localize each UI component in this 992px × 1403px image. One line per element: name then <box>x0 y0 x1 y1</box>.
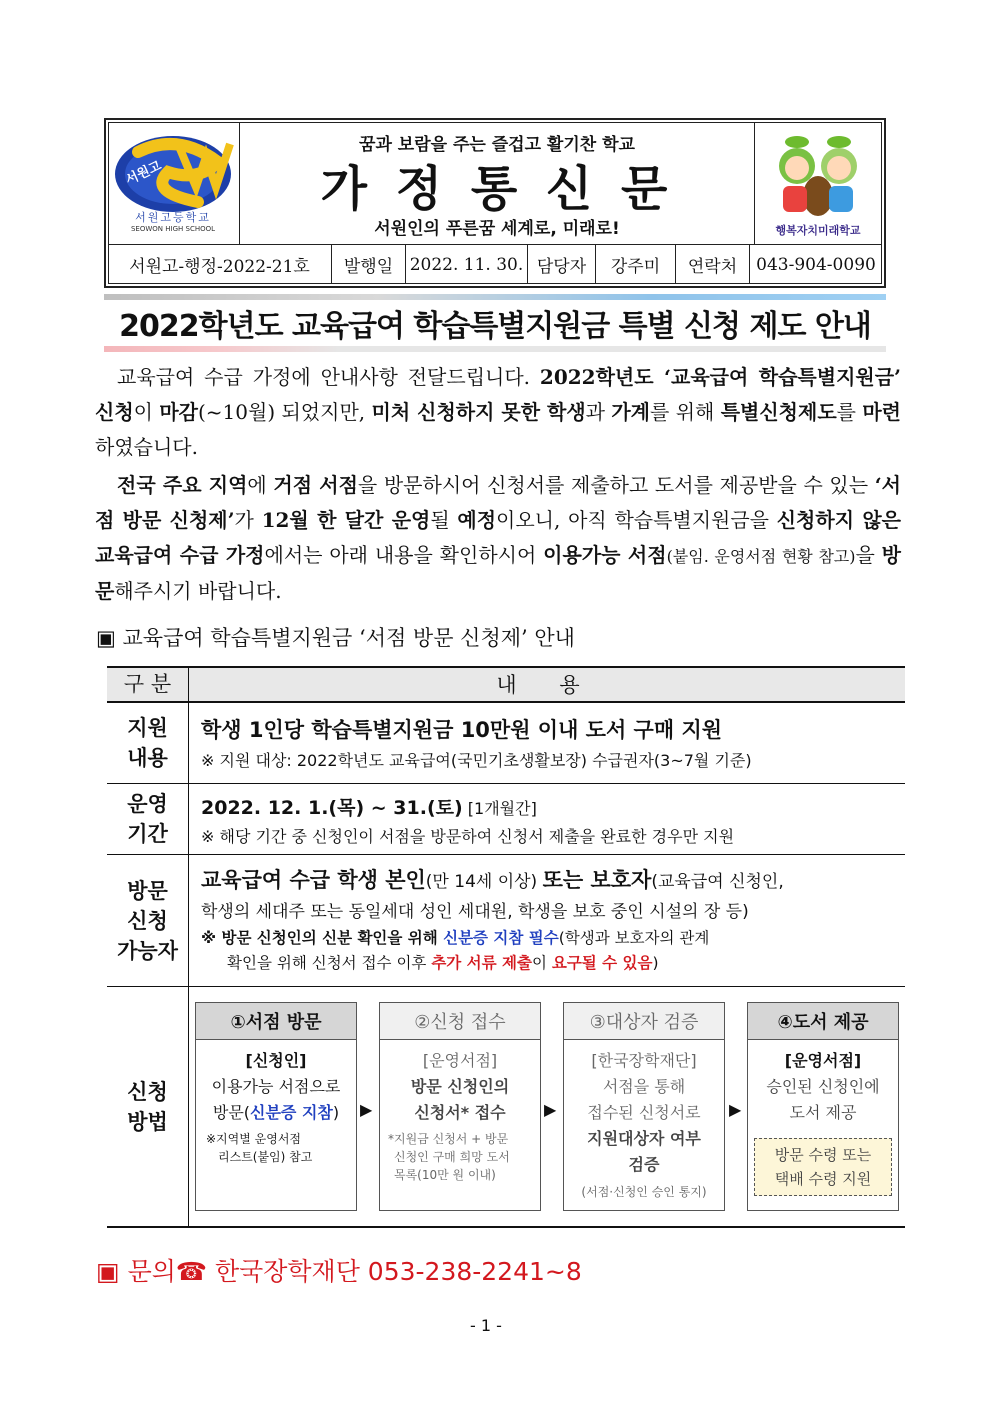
arrow-icon: ▶ <box>729 1100 742 1119</box>
emphasis: 거점 서점 <box>273 473 358 497</box>
step-2-head <box>380 1003 540 1040</box>
text-span: (붙임. 운영서점 현황 참고) <box>666 547 856 566</box>
section-heading: ▣ 교육급여 학습특별지원금 ‘서점 방문 신청제’ 안내 <box>96 626 575 650</box>
text-span: 이 <box>531 954 552 972</box>
period-duration: [1개월간] <box>462 799 537 818</box>
step-4-title: ④도서 제공 <box>777 1012 869 1033</box>
emphasis: 신청하지 않은 교육급여 수급 가정 <box>95 508 901 567</box>
text-span: ) <box>652 954 659 972</box>
delivery-note: 택배 수령 지원 <box>774 1170 872 1188</box>
step-1-note: ※지역별 운영서점 <box>206 1132 302 1146</box>
document-info-row <box>108 244 882 284</box>
step-3-note: (서점·신청인 승인 통지) <box>581 1185 707 1199</box>
step-3-body <box>564 1040 724 1205</box>
emphasis: 특별신청제도 <box>720 400 837 424</box>
step-1-line: ) <box>332 1103 340 1122</box>
step-1-head <box>196 1003 356 1040</box>
contact-phone: 043-904-0090 <box>756 254 876 275</box>
row-label-support: 지원 내용 <box>127 716 168 770</box>
issue-date: 2022. 11. 30. <box>406 245 528 284</box>
future-school-caption: 행복자치미래학교 <box>775 224 861 237</box>
emphasis: ‘서점 방문 신청제’ <box>95 473 901 532</box>
text-span: 를 위해 <box>650 400 721 424</box>
emphasis: 또는 보호자 <box>542 868 652 892</box>
step-2-line: 신청서* 접수 <box>414 1103 506 1122</box>
step-3-line: 지원대상자 여부 <box>587 1129 701 1148</box>
step-4-line: 도서 제공 <box>789 1103 857 1122</box>
step-3-head <box>564 1003 724 1040</box>
detail-paragraph <box>95 468 901 609</box>
step-2-line: 방문 신청인의 <box>410 1077 510 1096</box>
text-span: 해주시기 바랍니다. <box>114 579 282 603</box>
document-title: 2022학년도 교육급여 학습특별지원금 특별 신청 제도 안내 <box>119 309 871 344</box>
emphasis: 교육급여 수급 학생 본인 <box>201 868 426 892</box>
slogan-top: 꿈과 보람을 주는 즐겁고 활기찬 학교 <box>359 135 635 155</box>
text-span: 을 방문하시어 신청서를 제출하고 도서를 제공받을 수 있는 <box>357 473 875 497</box>
step-1-actor: [신청인] <box>245 1051 307 1070</box>
school-logo-text: 서원고 <box>123 158 164 189</box>
period-note: ※ 해당 기간 중 신청인이 서점을 방문하여 신청서 제출을 완료한 경우만 지원 <box>201 827 735 846</box>
delivery-note: 방문 수령 또는 <box>774 1146 872 1164</box>
text-span: 교육급여 수급 가정에 안내사항 전달드립니다. <box>117 365 540 389</box>
emphasis: 가계 <box>611 400 650 424</box>
text-span: 에 <box>247 473 274 497</box>
text-span: (~10월) 되었지만, <box>197 400 372 424</box>
delivery-note-box <box>754 1138 892 1196</box>
intro-paragraph <box>95 360 901 465</box>
step-3-box <box>563 1002 725 1211</box>
step-1-title: ①서점 방문 <box>230 1012 322 1033</box>
emphasis: 방문 <box>95 543 901 603</box>
step-2-box <box>379 1002 541 1211</box>
issue-date-label: 발행일 <box>332 245 406 284</box>
text-span: 을 <box>855 543 882 567</box>
page-number: - 1 - <box>470 1316 502 1335</box>
row-label-period: 운영 기간 <box>127 792 168 846</box>
table-line <box>107 1226 905 1228</box>
text-span: (만 14세 이상) <box>425 872 543 892</box>
step-1-box <box>195 1002 357 1211</box>
red-emphasis: 추가 서류 제출 <box>431 954 532 972</box>
eligible-line2: 학생의 세대주 또는 동일세대 성인 세대원, 학생을 보호 중인 시설의 장 등) <box>201 902 749 922</box>
blue-emphasis: 신분증 지참 <box>250 1103 333 1122</box>
step-4-line: 승인된 신청인에 <box>766 1077 880 1096</box>
step-1-note: 리스트(붙임) 참고 <box>218 1150 313 1164</box>
school-logo-cell <box>108 122 240 244</box>
text-span: 될 <box>430 508 458 532</box>
table-line <box>107 854 905 855</box>
eligible-note <box>201 926 901 976</box>
emphasis: 마감 <box>159 400 198 424</box>
text-span: (학생과 보호자의 관계 <box>558 929 710 947</box>
arrow-icon: ▶ <box>544 1100 557 1119</box>
title-bottom-line <box>104 346 886 352</box>
slogan-bottom: 서원인의 푸른꿈 세계로, 미래로! <box>374 219 620 239</box>
support-main: 학생 1인당 학습특별지원금 10만원 이내 도서 구매 지원 <box>201 718 723 742</box>
step-4-head <box>748 1003 898 1040</box>
emphasis: ※ 방문 신청인의 신분 확인을 위해 <box>201 929 444 947</box>
emphasis: 전국 주요 지역 <box>117 473 248 497</box>
text-span: 에서는 아래 내용을 확인하시어 <box>264 543 544 567</box>
text-span: 이오니, 아직 학습특별지원금을 <box>496 508 777 532</box>
step-1-body <box>196 1040 356 1166</box>
step-2-note: *지원금 신청서 + 방문 <box>388 1132 509 1146</box>
step-1-line: 이용가능 서점으로 <box>211 1077 341 1096</box>
newsletter-title: 가 정 통 신 문 <box>320 161 674 217</box>
step-2-body <box>380 1040 540 1184</box>
text-span: 이 <box>133 400 160 424</box>
school-name-en: SEOWON HIGH SCHOOL <box>130 225 216 233</box>
step-3-line: 검증 <box>628 1155 660 1174</box>
step-2-title: ②신청 접수 <box>414 1012 506 1033</box>
step-3-line: 접수된 신청서로 <box>587 1103 701 1122</box>
arrow-icon: ▶ <box>360 1100 373 1119</box>
text-span: (교육급여 신청인, <box>651 872 784 892</box>
step-2-note: 신청인 구매 희망 도서 <box>394 1150 510 1164</box>
text-span: 가 <box>234 508 262 532</box>
step-2-actor: [운영서점] <box>422 1051 498 1070</box>
table-line <box>107 986 905 987</box>
period-main-line <box>201 793 901 820</box>
emphasis: 예정 <box>457 508 497 532</box>
emphasis: 2022학년도 ‘교육급여 학습특별지원금’ 신청 <box>95 365 901 424</box>
step-4-box <box>747 1002 899 1211</box>
step-4-actor: [운영서점] <box>784 1051 862 1070</box>
school-name-kr: 서원고등학교 <box>135 211 211 224</box>
text-span: 하였습니다. <box>95 435 198 459</box>
step-3-title: ③대상자 검증 <box>589 1012 699 1033</box>
emphasis: 이용가능 서점 <box>543 543 667 567</box>
red-emphasis: 요구될 수 있음 <box>551 954 653 972</box>
manager-name: 강주미 <box>596 245 676 284</box>
table-line <box>188 666 189 1228</box>
step-4-body <box>748 1040 898 1196</box>
emphasis: 12월 한 달간 운영 <box>261 508 431 532</box>
row-label-method: 신청 방법 <box>127 1080 168 1134</box>
text-span: 를 <box>836 400 863 424</box>
step-2-note: 목록(10만 원 이내) <box>394 1168 496 1182</box>
future-school-logo-cell <box>754 122 882 244</box>
eligible-main <box>201 864 901 894</box>
col-header-content: 내 용 <box>496 673 598 697</box>
step-3-actor: [한국장학재단] <box>591 1051 697 1070</box>
period-dates: 2022. 12. 1.(목) ~ 31.(토) <box>201 797 463 819</box>
emphasis: 미처 신청하지 못한 학생 <box>371 400 586 424</box>
mascot-icon <box>755 126 881 226</box>
blue-emphasis: 신분증 지참 필수 <box>443 929 559 947</box>
table-line <box>107 783 905 784</box>
contact-info: ▣ 문의☎ 한국장학재단 053-238-2241~8 <box>96 1257 582 1286</box>
step-1-line: 방문( <box>212 1103 251 1122</box>
support-note: ※ 지원 대상: 2022학년도 교육급여(국민기초생활보장) 수급권자(3~7월 기준) <box>201 751 752 770</box>
emphasis: 마련 <box>862 400 901 424</box>
contact-label: 연락처 <box>676 245 750 284</box>
text-span: 확인을 위해 신청서 접수 이후 <box>227 954 432 972</box>
step-3-line: 서점을 통해 <box>602 1077 686 1096</box>
text-span: 과 <box>585 400 612 424</box>
manager-label: 담당자 <box>528 245 596 284</box>
row-label-eligible: 방문 신청 가능자 <box>117 878 178 963</box>
doc-number: 서원고-행정-2022-21호 <box>108 245 332 284</box>
col-header-category: 구 분 <box>123 672 172 696</box>
